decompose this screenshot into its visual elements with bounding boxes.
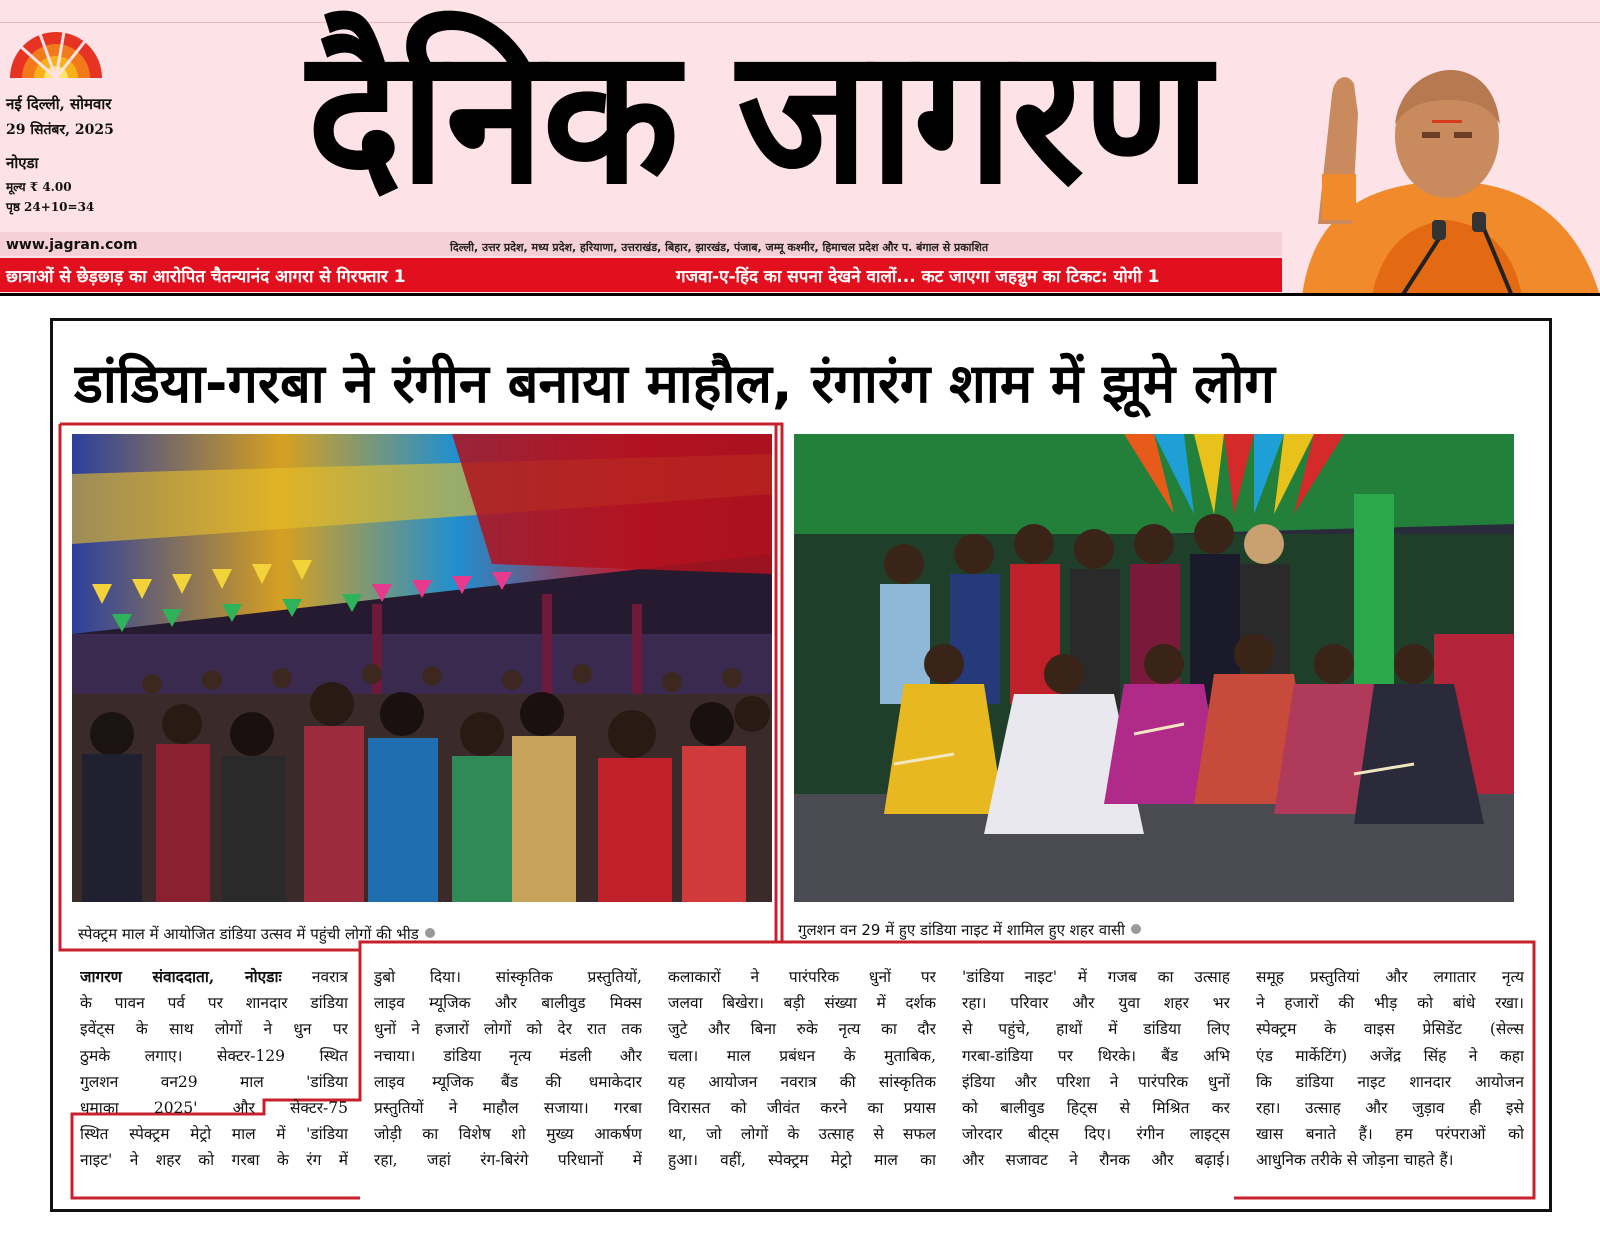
- newspaper-title: दैनिक जागरण: [307, 7, 1209, 226]
- col5-line-3: स्पेक्ट्रम के वाइस प्रेसिडेंट (सेल्स: [1256, 1020, 1524, 1039]
- issue-date: 29 सितंबर, 2025: [6, 122, 114, 138]
- col2-line-3: धुनों ने हजारों लोगों को देर रात तक: [374, 1020, 642, 1039]
- photo-caption-right: [798, 920, 1141, 940]
- byline: जागरण संवाददाता, नोएडाः: [80, 967, 282, 986]
- col4-line-2: रहा। परिवार और युवा शहर भर: [962, 994, 1230, 1013]
- photo-women-garba-group[interactable]: [794, 434, 1514, 902]
- article-column-4: [962, 964, 1230, 1174]
- photo-caption-left: [78, 924, 435, 944]
- col5-line-1: समूह प्रस्तुतियां और लगातार नृत्य: [1256, 968, 1524, 986]
- col5-line-8: आधुनिक तरीके से जोड़ना चाहते हैं।: [1256, 1151, 1454, 1170]
- col4-line-7: जोरदार बीट्स दिए। रंगीन लाइट्स: [962, 1125, 1230, 1144]
- crowd-photo-illustration: [72, 434, 772, 902]
- masthead: [0, 0, 1600, 296]
- bullet-dot-icon: [425, 928, 435, 938]
- masthead-bottom-rule: [0, 293, 1600, 296]
- photo-crowd-dandiya[interactable]: [72, 434, 772, 902]
- col1-line-4: ठुमके लगाए। सेक्टर-129 स्थित: [80, 1046, 348, 1065]
- col1-line-6: धमाका 2025' और सेक्टर-75: [80, 1098, 348, 1117]
- article-column-5: [1256, 964, 1524, 1174]
- website-link[interactable]: www.jagran.com: [6, 237, 138, 253]
- publish-locations: दिल्ली, उत्तर प्रदेश, मध्य प्रदेश, हरियाणा, उत्तराखंड, बिहार, झारखंड, पंजाब, जम्मू कश्मीर, हिमाचल प्रदेश और प. बंगाल से प्रकाशित: [450, 241, 989, 254]
- ticker-headline-right[interactable]: गजवा-ए-हिंद का सपना देखने वालों... कट जाएगा जहन्नुम का टिकट: योगी 1: [676, 267, 1160, 287]
- col1-line-5: गुलशन वन29 माल 'डांडिया: [80, 1072, 348, 1091]
- col2-line-1: डुबो दिया। सांस्कृतिक प्रस्तुतियों,: [374, 968, 642, 986]
- col1-line-1-text: नवरात्र: [311, 968, 348, 986]
- col3-line-5: यह आयोजन नवरात्र की सांस्कृतिक: [668, 1072, 936, 1091]
- col2-line-8: रहा, जहां रंग-बिरंगे परिधानों में: [374, 1151, 642, 1170]
- col2-line-7: जोड़ी का विशेष शो मुख्य आकर्षण: [374, 1125, 642, 1144]
- col2-line-6: प्रस्तुतियों ने माहौल सजाया। गरबा: [374, 1098, 642, 1117]
- col3-line-4: चला। माल प्रबंधन के मुताबिक,: [668, 1046, 936, 1065]
- article-column-1: [80, 964, 348, 1174]
- caption-left-text: स्पेक्ट्रम माल में आयोजित डांडिया उत्सव में पहुंची लोगों की भीड़: [78, 925, 419, 943]
- col4-line-6: को बालीवुड हिट्स से मिश्रित कर: [962, 1098, 1230, 1117]
- col5-line-4: एंड मार्केटिंग) अजेंद्र सिंह ने कहा: [1256, 1046, 1524, 1065]
- col4-line-1: 'डांडिया नाइट' में गजब का उत्साह: [962, 968, 1230, 986]
- city-day: नई दिल्ली, सोमवार: [6, 95, 112, 113]
- col5-line-7: खास बनाते हैं। हम परंपराओं को: [1256, 1125, 1524, 1144]
- col2-line-4: नचाया। डांडिया नृत्य मंडली और: [374, 1046, 642, 1065]
- col1-line-7: स्थित स्पेक्ट्रम मेट्रो माल में 'डांडिया: [80, 1125, 348, 1144]
- page-count: पृष्ठ 24+10=34: [6, 200, 95, 214]
- col5-line-2: ने हजारों की भीड़ को बांधे रखा।: [1256, 994, 1524, 1013]
- ticker-headline-left[interactable]: छात्राओं से छेड़छाड़ का आरोपित चैतन्यानंद आगरा से गिरफ्तार 1: [6, 267, 406, 287]
- bullet-dot-icon: [1131, 924, 1141, 934]
- caption-right-text: गुलशन वन 29 में हुए डांडिया नाइट में शामिल हुए शहर वासी: [798, 921, 1126, 939]
- col1-line-1: [80, 964, 348, 990]
- col3-line-6: विरासत को जीवंत करने का प्रयास: [668, 1098, 936, 1117]
- col3-line-3: जुटे और बिना रुके नृत्य का दौर: [668, 1020, 936, 1039]
- col3-line-1: कलाकारों ने पारंपरिक धुनों पर: [668, 968, 936, 986]
- col4-line-8: और सजावट ने रौनक और बढ़ाई।: [962, 1151, 1230, 1170]
- masthead-portrait-photo: [1282, 24, 1600, 296]
- article-headline: डांडिया-गरबा ने रंगीन बनाया माहौल, रंगारंग शाम में झूमे लोग: [74, 352, 1275, 415]
- rising-sun-logo-icon: [6, 26, 106, 78]
- article-column-3: [668, 964, 936, 1174]
- col4-line-4: गरबा-डांडिया पर थिरके। बैंड अभि: [962, 1046, 1230, 1065]
- issue-price: मूल्य ₹ 4.00: [6, 180, 72, 194]
- col4-line-3: से पहुंचे, हाथों में डांडिया लिए: [962, 1020, 1230, 1039]
- edition-name: नोएडा: [6, 154, 39, 172]
- group-photo-illustration: [794, 434, 1514, 902]
- col3-line-7: था, जो लोगों के उत्साह से सफल: [668, 1125, 936, 1144]
- col4-line-5: इंडिया और परिशा ने पारंपरिक धुनों: [962, 1072, 1230, 1091]
- col3-line-8: हुआ। वहीं, स्पेक्ट्रम मेट्रो माल का: [668, 1151, 936, 1170]
- col1-line-3: इवेंट्स के साथ लोगों ने धुन पर: [80, 1020, 348, 1039]
- col1-line-8: नाइट' ने शहर को गरबा के रंग में: [80, 1151, 348, 1170]
- col2-line-5: लाइव म्यूजिक बैंड की धमाकेदार: [374, 1072, 642, 1091]
- col5-line-6: रहा। उत्साह और जुड़ाव ही इसे: [1256, 1098, 1524, 1117]
- col3-line-2: जलवा बिखेरा। बड़ी संख्या में दर्शक: [668, 994, 936, 1013]
- col1-line-2: के पावन पर्व पर शानदार डांडिया: [80, 994, 348, 1013]
- col5-line-5: कि डांडिया नाइट शानदार आयोजन: [1256, 1072, 1524, 1091]
- col2-line-2: लाइव म्यूजिक और बालीवुड मिक्स: [374, 994, 642, 1013]
- article-column-2: [374, 964, 642, 1174]
